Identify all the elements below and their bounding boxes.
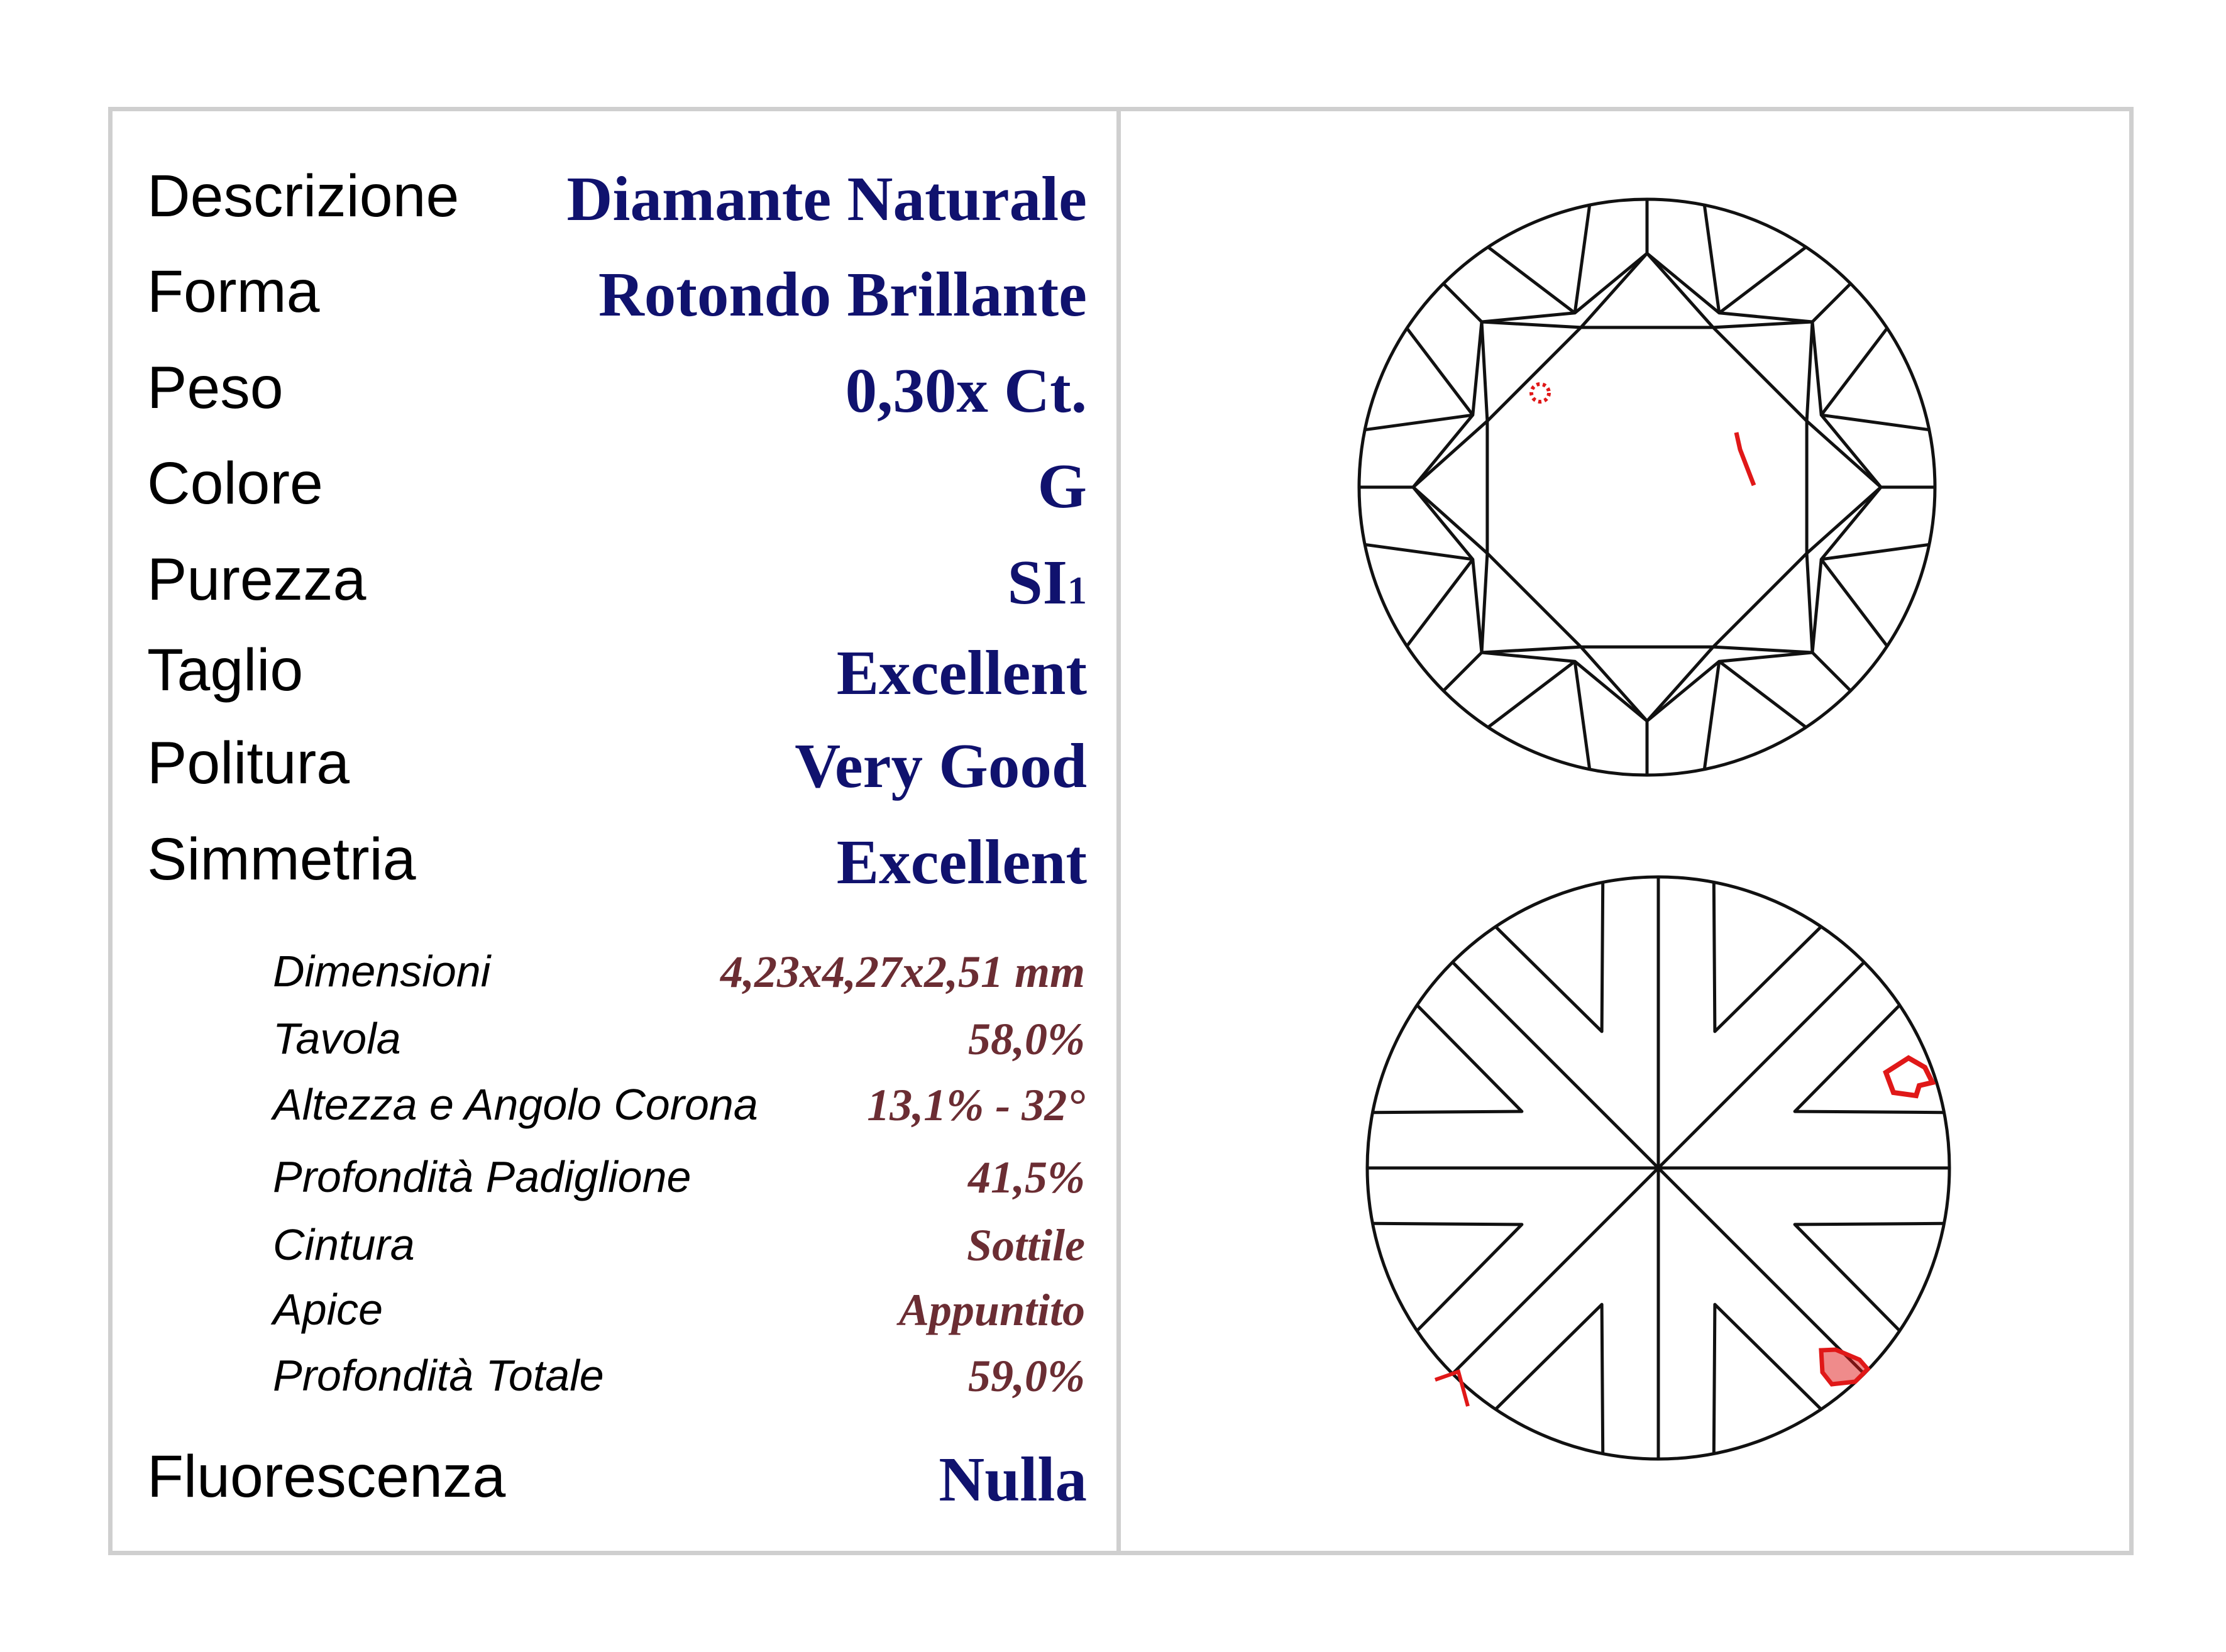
value-apice: Appuntito bbox=[898, 1285, 1085, 1335]
star-facet bbox=[1713, 553, 1812, 653]
bezel-edge bbox=[1482, 653, 1647, 721]
upper-girdle-edge bbox=[1365, 544, 1473, 559]
label-forma: Forma bbox=[147, 258, 320, 325]
crystal-mark bbox=[1531, 384, 1549, 402]
value-purezza-suffix: 1 bbox=[1067, 570, 1087, 612]
bezel-edge bbox=[1647, 653, 1812, 721]
label-descrizione: Descrizione bbox=[147, 163, 460, 229]
chip-mark bbox=[1821, 1350, 1868, 1384]
crown-view-diagram bbox=[1359, 199, 1935, 775]
bezel-edge bbox=[1812, 487, 1881, 653]
label-simmetria: Simmetria bbox=[147, 826, 416, 893]
label-apice: Apice bbox=[273, 1285, 383, 1334]
upper-girdle-edge bbox=[1821, 544, 1929, 559]
upper-girdle-edge bbox=[1821, 415, 1929, 429]
label-peso: Peso bbox=[147, 355, 284, 421]
pavilion-main-edge bbox=[1453, 1168, 1658, 1374]
value-fluorescenza: Nulla bbox=[939, 1444, 1087, 1514]
label-taglio: Taglio bbox=[147, 637, 304, 703]
upper-girdle-edge bbox=[1719, 247, 1806, 313]
upper-girdle-edge bbox=[1704, 205, 1719, 313]
girdle-facet-edge bbox=[1443, 284, 1482, 322]
table-facet bbox=[1487, 328, 1807, 647]
pavilion-main-edge bbox=[1658, 1168, 1864, 1374]
upper-girdle-edge bbox=[1407, 559, 1473, 646]
lower-girdle-edge bbox=[1373, 1005, 1522, 1113]
value-forma: Rotondo Brillante bbox=[598, 259, 1087, 329]
upper-girdle-edge bbox=[1821, 328, 1887, 415]
girdle-facet-edge bbox=[1812, 284, 1851, 322]
star-facet bbox=[1713, 322, 1812, 421]
lower-girdle-edge bbox=[1714, 1304, 1821, 1453]
lower-girdle-edge bbox=[1496, 883, 1603, 1032]
lower-girdle-edge bbox=[1496, 1304, 1603, 1453]
upper-girdle-edge bbox=[1407, 328, 1473, 415]
upper-girdle-edge bbox=[1575, 661, 1589, 769]
label-purezza: Purezza bbox=[147, 546, 366, 613]
upper-girdle-edge bbox=[1488, 247, 1575, 313]
value-profondita-totale: 59,0% bbox=[968, 1351, 1085, 1401]
value-profondita-padiglione: 41,5% bbox=[968, 1152, 1085, 1203]
lower-girdle-edge bbox=[1795, 1223, 1944, 1331]
natural-mark bbox=[1435, 1372, 1468, 1406]
label-dimensioni: Dimensioni bbox=[273, 947, 491, 996]
value-cintura: Sottile bbox=[966, 1220, 1085, 1270]
value-tavola: 58,0% bbox=[968, 1014, 1085, 1064]
value-colore: G bbox=[1037, 451, 1087, 521]
chip-mark bbox=[1886, 1058, 1932, 1096]
value-peso: 0,30x Ct. bbox=[845, 355, 1087, 426]
value-dimensioni: 4,23x4,27x2,51 mm bbox=[720, 947, 1085, 997]
label-profondita-totale: Profondità Totale bbox=[273, 1351, 604, 1400]
value-altezza-corona: 13,1% - 32° bbox=[867, 1080, 1085, 1130]
value-taglio: Excellent bbox=[836, 637, 1087, 708]
value-descrizione: Diamante Naturale bbox=[566, 163, 1087, 234]
label-altezza-corona: Altezza e Angolo Corona bbox=[273, 1080, 758, 1129]
label-fluorescenza: Fluorescenza bbox=[147, 1443, 506, 1510]
lower-girdle-edge bbox=[1795, 1005, 1944, 1113]
upper-girdle-edge bbox=[1488, 661, 1575, 727]
girdle-facet-edge bbox=[1443, 653, 1482, 691]
label-colore: Colore bbox=[147, 450, 323, 517]
label-profondita-padiglione: Profondità Padiglione bbox=[273, 1152, 691, 1201]
bezel-edge bbox=[1647, 253, 1812, 322]
label-tavola: Tavola bbox=[273, 1014, 401, 1063]
label-cintura: Cintura bbox=[273, 1220, 415, 1269]
bezel-edge bbox=[1482, 253, 1647, 322]
pavilion-main-edge bbox=[1453, 962, 1658, 1168]
value-simmetria: Excellent bbox=[836, 827, 1087, 897]
bezel-edge bbox=[1413, 487, 1482, 653]
upper-girdle-edge bbox=[1719, 661, 1806, 727]
upper-girdle-edge bbox=[1575, 205, 1589, 313]
upper-girdle-edge bbox=[1704, 661, 1719, 769]
pavilion-main-edge bbox=[1658, 962, 1864, 1168]
bezel-edge bbox=[1812, 322, 1881, 487]
lower-girdle-edge bbox=[1714, 883, 1821, 1032]
star-facet bbox=[1482, 553, 1581, 653]
value-politura: Very Good bbox=[795, 730, 1087, 801]
girdle-facet-edge bbox=[1812, 653, 1851, 691]
label-politura: Politura bbox=[147, 730, 350, 796]
bezel-edge bbox=[1413, 322, 1482, 487]
upper-girdle-edge bbox=[1821, 559, 1887, 646]
feather-mark bbox=[1736, 432, 1754, 485]
inclusion-marks bbox=[1435, 384, 1932, 1406]
lower-girdle-edge bbox=[1373, 1223, 1522, 1331]
star-facet bbox=[1482, 322, 1581, 421]
upper-girdle-edge bbox=[1365, 415, 1473, 429]
value-purezza-grade: SI bbox=[1007, 547, 1067, 617]
